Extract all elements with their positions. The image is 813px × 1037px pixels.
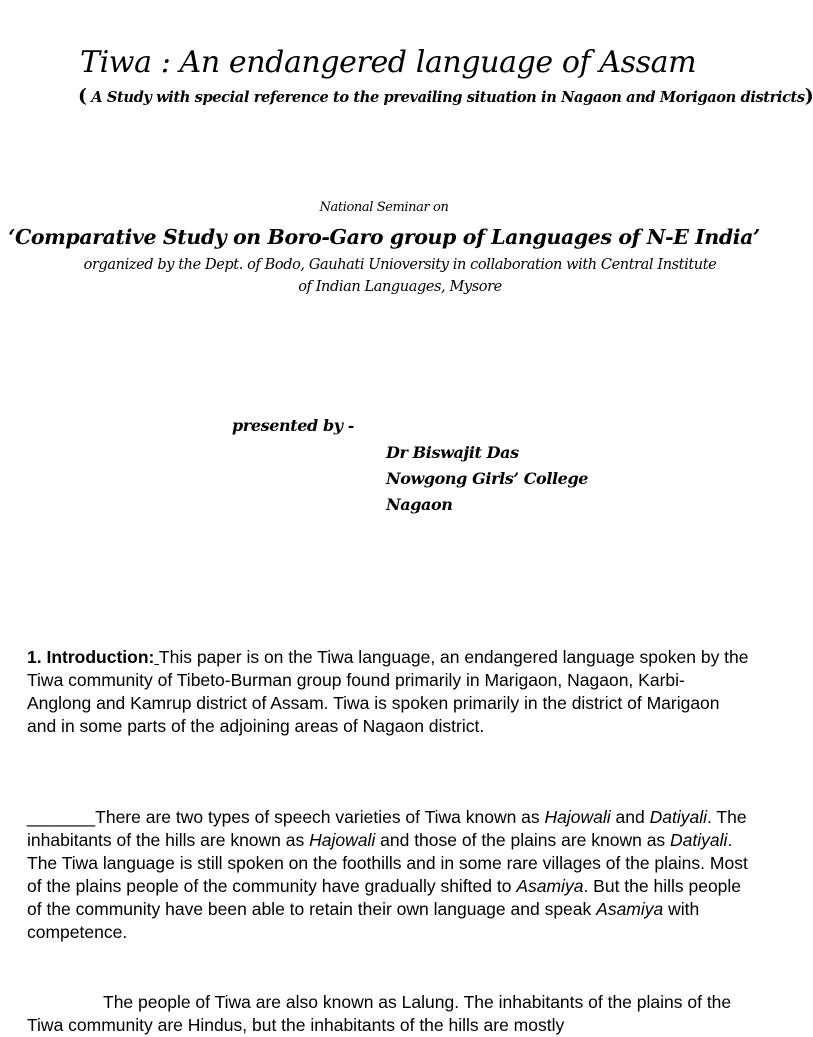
intro-paragraph-3 — [27, 991, 749, 1037]
intro-paragraph-1 — [27, 646, 749, 738]
term-asamiya: Asamiya — [516, 876, 584, 896]
presented-by-label: presented by - — [232, 416, 355, 435]
term-datiyali: Datiyali — [649, 807, 707, 827]
p2-text-h: with competence. — [27, 899, 700, 942]
document-title: Tiwa : An endangered language of Assam — [80, 45, 697, 80]
p2-text-f: Most of the plains people of the community have gradually shifted to — [27, 853, 748, 896]
p2-text-d: and those of the plains are known as — [375, 830, 671, 850]
subtitle-close-paren: ) — [804, 85, 813, 107]
intro-paragraph-1-text: This paper is on the Tiwa language, an endangered language spoken by the Tiwa community of Tibeto-Burman group found primarily in Marigaon, Nagaon, Karbi-Anglong and Kamrup district of Assam. Tiwa is spoken primarily in the district of Marigaon and in some parts of the adjoining areas of Nagaon district. — [27, 647, 749, 736]
section-heading-introduction: 1. Introduction: — [27, 647, 155, 667]
subtitle-text: A Study with special reference to the prevailing situation in Nagaon and Morigaon districts — [86, 89, 805, 106]
p2-text-e: . The Tiwa language is still spoken on the foothills and in some rare villages of the plains. — [27, 830, 733, 873]
organizer-line-1: organized by the Dept. of Bodo, Gauhati Unioversity in collaboration with Central Institute — [83, 257, 717, 273]
intro-paragraph-3-text: The people of Tiwa are also known as Lalung. The inhabitants of the plains of the Tiwa community are Hindus, but the inhabitants of the hills are mostly — [27, 992, 732, 1035]
intro-paragraph-2 — [27, 806, 749, 944]
seminar-label: National Seminar on — [319, 200, 449, 215]
p2-text-g: . But the hills people of the community have been able to retain their own language and speak — [27, 876, 742, 919]
subtitle-open-paren: ( — [78, 85, 87, 107]
author-name: Dr Biswajit Das — [386, 443, 519, 462]
document-subtitle — [78, 86, 813, 108]
author-place: Nagaon — [386, 495, 453, 514]
organizer-line-2: of Indian Languages, Mysore — [298, 279, 502, 295]
author-block — [386, 440, 588, 518]
p2-text-c: . The inhabitants of the hills are known as — [27, 807, 747, 850]
seminar-title: ‘Comparative Study on Boro-Garo group of Languages of N-E India’ — [8, 225, 760, 249]
term-datiyali-2: Datiyali — [670, 830, 728, 850]
term-hajowali: Hajowali — [544, 807, 611, 827]
term-hajowali-2: Hajowali — [309, 830, 376, 850]
paragraph-indent-blank: _______ — [27, 807, 96, 827]
seminar-organizer — [70, 254, 730, 298]
author-college: Nowgong Girls’ College — [386, 469, 589, 488]
p2-text-b: and — [610, 807, 650, 827]
term-asamiya-2: Asamiya — [596, 899, 664, 919]
p2-text-a: There are two types of speech varieties of Tiwa known as — [95, 807, 545, 827]
